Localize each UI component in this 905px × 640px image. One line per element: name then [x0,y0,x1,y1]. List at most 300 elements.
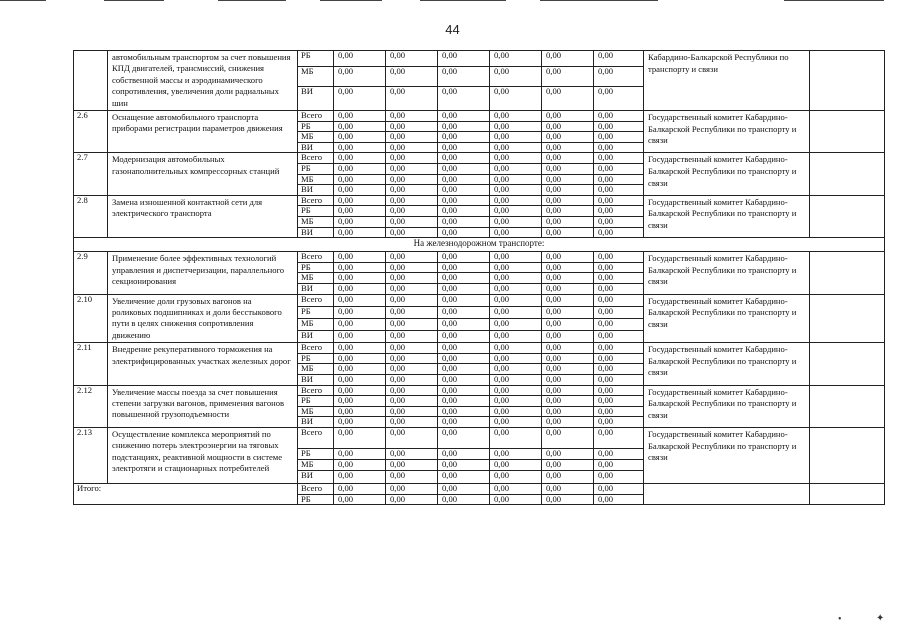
table-row [74,483,885,494]
amount-cell: 0,00 [542,331,594,343]
amount-cell: 0,00 [594,86,644,110]
amount-cell: 0,00 [542,318,594,330]
amount-cell: 0,00 [334,185,386,196]
amount-cell: 0,00 [594,206,644,217]
measures-table [73,50,885,505]
amount-cell: 0,00 [594,353,644,364]
amount-cell: 0,00 [594,427,644,448]
funding-source: Всего [298,385,334,396]
amount-cell: 0,00 [386,185,438,196]
amount-cell: 0,00 [438,448,490,459]
amount-cell: 0,00 [542,406,594,417]
page-number: 44 [445,22,460,37]
amount-cell: 0,00 [334,142,386,153]
funding-source: МБ [298,273,334,284]
amount-cell: 0,00 [490,353,542,364]
amount-cell: 0,00 [490,374,542,385]
amount-cell: 0,00 [594,262,644,273]
funding-source: ВИ [298,331,334,343]
amount-cell: 0,00 [334,51,386,67]
amount-cell: 0,00 [542,283,594,294]
funding-source: РБ [298,396,334,407]
funding-source: Всего [298,195,334,206]
amount-cell: 0,00 [542,66,594,86]
funding-source: МБ [298,216,334,227]
top-rule-7 [784,0,884,1]
amount-cell: 0,00 [438,494,490,505]
amount-cell: 0,00 [490,483,542,494]
amount-cell: 0,00 [490,153,542,164]
measure-description: Модернизация автомобильных газонаполнительных компрессорных станций [108,153,298,195]
amount-cell: 0,00 [594,364,644,375]
amount-cell: 0,00 [386,283,438,294]
funding-source: ВИ [298,417,334,428]
amount-cell: 0,00 [594,470,644,483]
amount-cell: 0,00 [386,142,438,153]
amount-cell: 0,00 [542,153,594,164]
amount-cell: 0,00 [438,121,490,132]
table-row [74,385,885,396]
funding-source: РБ [298,206,334,217]
amount-cell: 0,00 [490,427,542,448]
amount-cell: 0,00 [542,306,594,318]
extra-column-cell [810,153,885,195]
funding-source: РБ [298,306,334,318]
amount-cell: 0,00 [386,448,438,459]
amount-cell: 0,00 [490,164,542,175]
amount-cell: 0,00 [386,374,438,385]
amount-cell: 0,00 [386,353,438,364]
amount-cell: 0,00 [490,417,542,428]
amount-cell: 0,00 [542,494,594,505]
amount-cell: 0,00 [438,185,490,196]
amount-cell: 0,00 [542,132,594,143]
amount-cell: 0,00 [490,86,542,110]
amount-cell: 0,00 [334,252,386,263]
amount-cell: 0,00 [594,294,644,306]
amount-cell: 0,00 [438,483,490,494]
extra-column-cell [810,195,885,237]
amount-cell: 0,00 [386,417,438,428]
measure-description: Увеличение массы поезда за счет повышения степени загрузки вагонов, применения вагонов повышенной грузоподъемности [108,385,298,427]
amount-cell: 0,00 [438,343,490,354]
amount-cell: 0,00 [438,216,490,227]
amount-cell: 0,00 [490,294,542,306]
amount-cell: 0,00 [386,459,438,470]
amount-cell: 0,00 [386,132,438,143]
amount-cell: 0,00 [386,385,438,396]
funding-source: Всего [298,343,334,354]
funding-source: ВИ [298,86,334,110]
amount-cell: 0,00 [490,306,542,318]
amount-cell: 0,00 [334,306,386,318]
amount-cell: 0,00 [438,331,490,343]
amount-cell: 0,00 [334,483,386,494]
responsible-agency [644,483,810,504]
amount-cell: 0,00 [542,227,594,238]
amount-cell: 0,00 [594,252,644,263]
extra-column-cell [810,427,885,483]
table-row [74,252,885,263]
amount-cell: 0,00 [438,142,490,153]
amount-cell: 0,00 [594,417,644,428]
amount-cell: 0,00 [594,448,644,459]
amount-cell: 0,00 [386,343,438,354]
amount-cell: 0,00 [542,121,594,132]
amount-cell: 0,00 [542,164,594,175]
amount-cell: 0,00 [334,174,386,185]
amount-cell: 0,00 [542,417,594,428]
amount-cell: 0,00 [490,227,542,238]
funding-source: МБ [298,174,334,185]
amount-cell: 0,00 [594,406,644,417]
amount-cell: 0,00 [334,396,386,407]
measure-number: 2.12 [74,385,108,427]
amount-cell: 0,00 [438,153,490,164]
amount-cell: 0,00 [386,406,438,417]
funding-source: РБ [298,494,334,505]
section-row [74,238,885,252]
amount-cell: 0,00 [542,470,594,483]
amount-cell: 0,00 [386,164,438,175]
funding-source: ВИ [298,227,334,238]
funding-source: РБ [298,121,334,132]
amount-cell: 0,00 [594,459,644,470]
amount-cell: 0,00 [438,195,490,206]
amount-cell: 0,00 [594,142,644,153]
amount-cell: 0,00 [542,364,594,375]
table-row [74,294,885,306]
amount-cell: 0,00 [438,262,490,273]
amount-cell: 0,00 [542,483,594,494]
amount-cell: 0,00 [490,66,542,86]
funding-source: РБ [298,164,334,175]
measure-description: Оснащение автомобильного транспорта приборами регистрации параметров движения [108,111,298,153]
top-rule-6 [540,0,658,1]
amount-cell: 0,00 [334,353,386,364]
amount-cell: 0,00 [438,406,490,417]
top-rule-3 [218,0,286,1]
amount-cell: 0,00 [542,174,594,185]
funding-source: РБ [298,448,334,459]
amount-cell: 0,00 [490,111,542,122]
amount-cell: 0,00 [542,427,594,448]
measure-description: Замена изношенной контактной сети для электрического транспорта [108,195,298,237]
amount-cell: 0,00 [490,262,542,273]
amount-cell: 0,00 [490,343,542,354]
amount-cell: 0,00 [438,66,490,86]
amount-cell: 0,00 [386,273,438,284]
amount-cell: 0,00 [334,343,386,354]
funding-source: Всего [298,252,334,263]
amount-cell: 0,00 [542,343,594,354]
amount-cell: 0,00 [334,448,386,459]
amount-cell: 0,00 [334,283,386,294]
amount-cell: 0,00 [334,153,386,164]
measure-number: 2.7 [74,153,108,195]
amount-cell: 0,00 [386,396,438,407]
amount-cell: 0,00 [594,483,644,494]
amount-cell: 0,00 [490,318,542,330]
amount-cell: 0,00 [438,206,490,217]
section-title: На железнодорожном транспорте: [74,238,885,252]
amount-cell: 0,00 [386,227,438,238]
amount-cell: 0,00 [438,427,490,448]
amount-cell: 0,00 [334,227,386,238]
amount-cell: 0,00 [438,273,490,284]
amount-cell: 0,00 [438,227,490,238]
measure-number: 2.6 [74,111,108,153]
responsible-agency: Государственный комитет Кабардино-Балкарской Республики по транспорту и связи [644,153,810,195]
table-row [74,195,885,206]
amount-cell: 0,00 [490,364,542,375]
amount-cell: 0,00 [594,174,644,185]
top-rule-1 [0,0,46,1]
amount-cell: 0,00 [490,283,542,294]
measure-number: 2.9 [74,252,108,294]
funding-source: Всего [298,111,334,122]
amount-cell: 0,00 [542,111,594,122]
responsible-agency: Государственный комитет Кабардино-Балкарской Республики по транспорту и связи [644,427,810,483]
table-row [74,153,885,164]
extra-column-cell [810,252,885,294]
amount-cell: 0,00 [438,86,490,110]
amount-cell: 0,00 [438,374,490,385]
amount-cell: 0,00 [438,364,490,375]
table-row [74,51,885,67]
amount-cell: 0,00 [594,494,644,505]
funding-source: ВИ [298,185,334,196]
funding-source: МБ [298,66,334,86]
amount-cell: 0,00 [438,174,490,185]
measure-description: Внедрение рекуперативного торможения на электрифицированных участках железных дорог [108,343,298,385]
funding-source: РБ [298,353,334,364]
funding-source: МБ [298,364,334,375]
amount-cell: 0,00 [334,164,386,175]
amount-cell: 0,00 [334,417,386,428]
funding-source: Всего [298,427,334,448]
amount-cell: 0,00 [594,111,644,122]
amount-cell: 0,00 [594,227,644,238]
amount-cell: 0,00 [594,331,644,343]
amount-cell: 0,00 [438,306,490,318]
amount-cell: 0,00 [438,164,490,175]
responsible-agency: Государственный комитет Кабардино-Балкарской Республики по транспорту и связи [644,385,810,427]
amount-cell: 0,00 [386,66,438,86]
extra-column-cell [810,111,885,153]
amount-cell: 0,00 [334,294,386,306]
amount-cell: 0,00 [386,262,438,273]
amount-cell: 0,00 [542,448,594,459]
measure-number [74,51,108,111]
amount-cell: 0,00 [542,195,594,206]
amount-cell: 0,00 [542,51,594,67]
amount-cell: 0,00 [386,86,438,110]
amount-cell: 0,00 [594,343,644,354]
amount-cell: 0,00 [490,331,542,343]
amount-cell: 0,00 [386,252,438,263]
amount-cell: 0,00 [334,86,386,110]
table-row [74,111,885,122]
amount-cell: 0,00 [386,153,438,164]
measure-description: Применение более эффективных технологий управления и диспетчеризации, параллельного секционирования [108,252,298,294]
amount-cell: 0,00 [490,121,542,132]
amount-cell: 0,00 [490,494,542,505]
amount-cell: 0,00 [334,406,386,417]
funding-source: МБ [298,318,334,330]
amount-cell: 0,00 [334,195,386,206]
table-body [74,51,885,505]
amount-cell: 0,00 [542,294,594,306]
amount-cell: 0,00 [334,494,386,505]
amount-cell: 0,00 [594,164,644,175]
amount-cell: 0,00 [334,364,386,375]
amount-cell: 0,00 [334,459,386,470]
amount-cell: 0,00 [490,216,542,227]
amount-cell: 0,00 [386,318,438,330]
measure-description: Осуществление комплекса мероприятий по снижению потерь электроэнергии на тяговых подстанциях, реактивной мощности в системе электротяги и стационарных потребителей [108,427,298,483]
amount-cell: 0,00 [334,111,386,122]
amount-cell: 0,00 [490,406,542,417]
amount-cell: 0,00 [594,396,644,407]
table-row [74,427,885,448]
amount-cell: 0,00 [490,448,542,459]
amount-cell: 0,00 [594,306,644,318]
amount-cell: 0,00 [386,195,438,206]
amount-cell: 0,00 [386,427,438,448]
amount-cell: 0,00 [386,216,438,227]
funding-source: МБ [298,132,334,143]
amount-cell: 0,00 [334,132,386,143]
amount-cell: 0,00 [386,306,438,318]
extra-column-cell [810,294,885,343]
amount-cell: 0,00 [334,427,386,448]
funding-source: Всего [298,153,334,164]
top-rule-5 [420,0,506,1]
amount-cell: 0,00 [490,252,542,263]
amount-cell: 0,00 [594,273,644,284]
amount-cell: 0,00 [542,273,594,284]
top-rule-2 [104,0,164,1]
amount-cell: 0,00 [334,331,386,343]
scan-mark-2: ✦ [876,613,885,624]
amount-cell: 0,00 [438,132,490,143]
amount-cell: 0,00 [594,51,644,67]
amount-cell: 0,00 [438,283,490,294]
funding-source: ВИ [298,142,334,153]
extra-column-cell [810,51,885,111]
amount-cell: 0,00 [438,252,490,263]
amount-cell: 0,00 [438,417,490,428]
funding-source: ВИ [298,283,334,294]
measure-description: Увеличение доли грузовых вагонов на роликовых подшипниках и доли бесстыкового пути в целях снижения сопротивления движению [108,294,298,343]
amount-cell: 0,00 [490,142,542,153]
amount-cell: 0,00 [334,273,386,284]
amount-cell: 0,00 [334,216,386,227]
amount-cell: 0,00 [334,206,386,217]
amount-cell: 0,00 [490,51,542,67]
amount-cell: 0,00 [594,216,644,227]
amount-cell: 0,00 [594,153,644,164]
amount-cell: 0,00 [334,262,386,273]
amount-cell: 0,00 [386,174,438,185]
amount-cell: 0,00 [542,142,594,153]
funding-source: РБ [298,262,334,273]
amount-cell: 0,00 [386,121,438,132]
amount-cell: 0,00 [542,86,594,110]
amount-cell: 0,00 [594,132,644,143]
funding-source: МБ [298,406,334,417]
amount-cell: 0,00 [334,385,386,396]
responsible-agency: Государственный комитет Кабардино-Балкарской Республики по транспорту и связи [644,294,810,343]
amount-cell: 0,00 [542,353,594,364]
scan-mark-1: • [838,614,842,625]
amount-cell: 0,00 [490,195,542,206]
responsible-agency: Государственный комитет Кабардино-Балкарской Республики по транспорту и связи [644,252,810,294]
funding-source: ВИ [298,470,334,483]
amount-cell: 0,00 [490,459,542,470]
amount-cell: 0,00 [438,111,490,122]
amount-cell: 0,00 [386,294,438,306]
amount-cell: 0,00 [334,66,386,86]
amount-cell: 0,00 [438,294,490,306]
measure-number: 2.13 [74,427,108,483]
amount-cell: 0,00 [542,374,594,385]
amount-cell: 0,00 [490,185,542,196]
amount-cell: 0,00 [386,470,438,483]
measure-description: автомобильным транспортом за счет повышения КПД двигателей, трансмиссий, снижения собственной массы и аэродинамического сопротивления, увеличения доли радиальных шин [108,51,298,111]
amount-cell: 0,00 [386,483,438,494]
amount-cell: 0,00 [490,174,542,185]
amount-cell: 0,00 [594,195,644,206]
table-row [74,343,885,354]
amount-cell: 0,00 [334,121,386,132]
amount-cell: 0,00 [490,132,542,143]
amount-cell: 0,00 [438,396,490,407]
funding-source: Всего [298,483,334,494]
amount-cell: 0,00 [490,385,542,396]
amount-cell: 0,00 [542,252,594,263]
measure-number: 2.10 [74,294,108,343]
amount-cell: 0,00 [334,318,386,330]
amount-cell: 0,00 [386,364,438,375]
amount-cell: 0,00 [438,385,490,396]
amount-cell: 0,00 [542,185,594,196]
amount-cell: 0,00 [386,494,438,505]
funding-source: ВИ [298,374,334,385]
measure-number: 2.11 [74,343,108,385]
amount-cell: 0,00 [386,331,438,343]
amount-cell: 0,00 [594,385,644,396]
amount-cell: 0,00 [594,121,644,132]
amount-cell: 0,00 [542,385,594,396]
amount-cell: 0,00 [386,111,438,122]
amount-cell: 0,00 [438,459,490,470]
extra-column-cell [810,385,885,427]
amount-cell: 0,00 [542,396,594,407]
document-sheet [73,50,884,505]
amount-cell: 0,00 [594,185,644,196]
amount-cell: 0,00 [594,66,644,86]
amount-cell: 0,00 [438,318,490,330]
responsible-agency: Кабардино-Балкарской Республики по транспорту и связи [644,51,810,111]
amount-cell: 0,00 [334,470,386,483]
amount-cell: 0,00 [594,374,644,385]
amount-cell: 0,00 [542,262,594,273]
amount-cell: 0,00 [542,216,594,227]
responsible-agency: Государственный комитет Кабардино-Балкарской Республики по транспорту и связи [644,111,810,153]
funding-source: МБ [298,459,334,470]
